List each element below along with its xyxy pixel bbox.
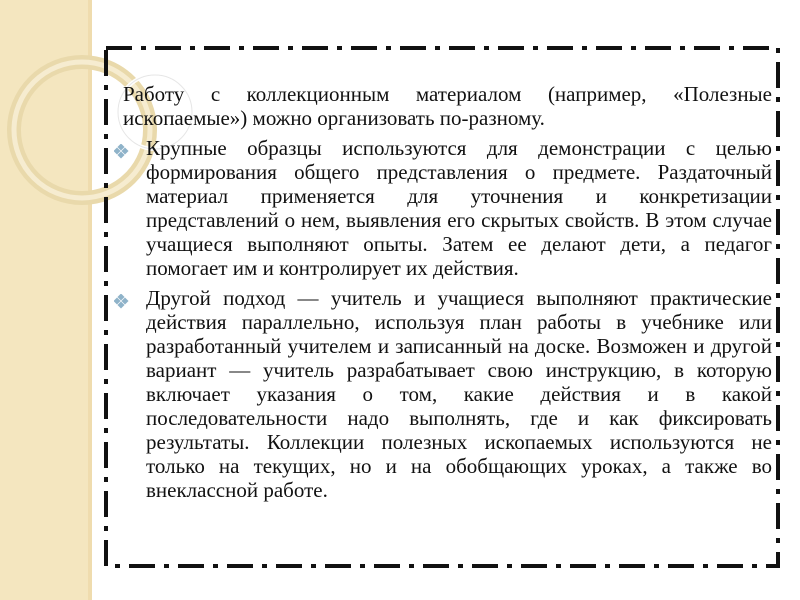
left-band-edge bbox=[88, 0, 92, 600]
bullet-item-2 bbox=[110, 286, 772, 502]
diamond-bullet-icon bbox=[114, 144, 130, 160]
intro-paragraph: Работу с коллекционным материалом (например, «Полезные ископаемые») можно организовать по-разному. bbox=[123, 82, 772, 130]
bullet-text-1: Крупные образцы используются для демонстрации с целью формирования общего представления о предмете. Раздаточный материал применяется для уточнения и конкретизации представлений о нем, выявления его скрытых свойств. В этом случае учащиеся выполняют опыты. Затем ее делают дети, а педагог помогает им и контролирует их действия. bbox=[146, 136, 772, 280]
bullet-item-1 bbox=[110, 136, 772, 280]
slide-content bbox=[110, 82, 772, 508]
diamond-bullet-icon bbox=[114, 294, 130, 310]
bullet-text-2: Другой подход — учитель и учащиеся выполняют практические действия параллельно, используя план работы в учебнике или разработанный учителем и записанный на доске. Возможен и другой вариант — учитель разрабатывает свою инструкцию, в которую включает указания о том, какие действия и в какой последовательности надо выполнять, где и как фиксировать результаты. Коллекции полезных ископаемых используются не только на текущих, но и на обобщающих уроках, а также во внеклассной работе. bbox=[146, 286, 772, 502]
left-decorative-band bbox=[0, 0, 88, 600]
